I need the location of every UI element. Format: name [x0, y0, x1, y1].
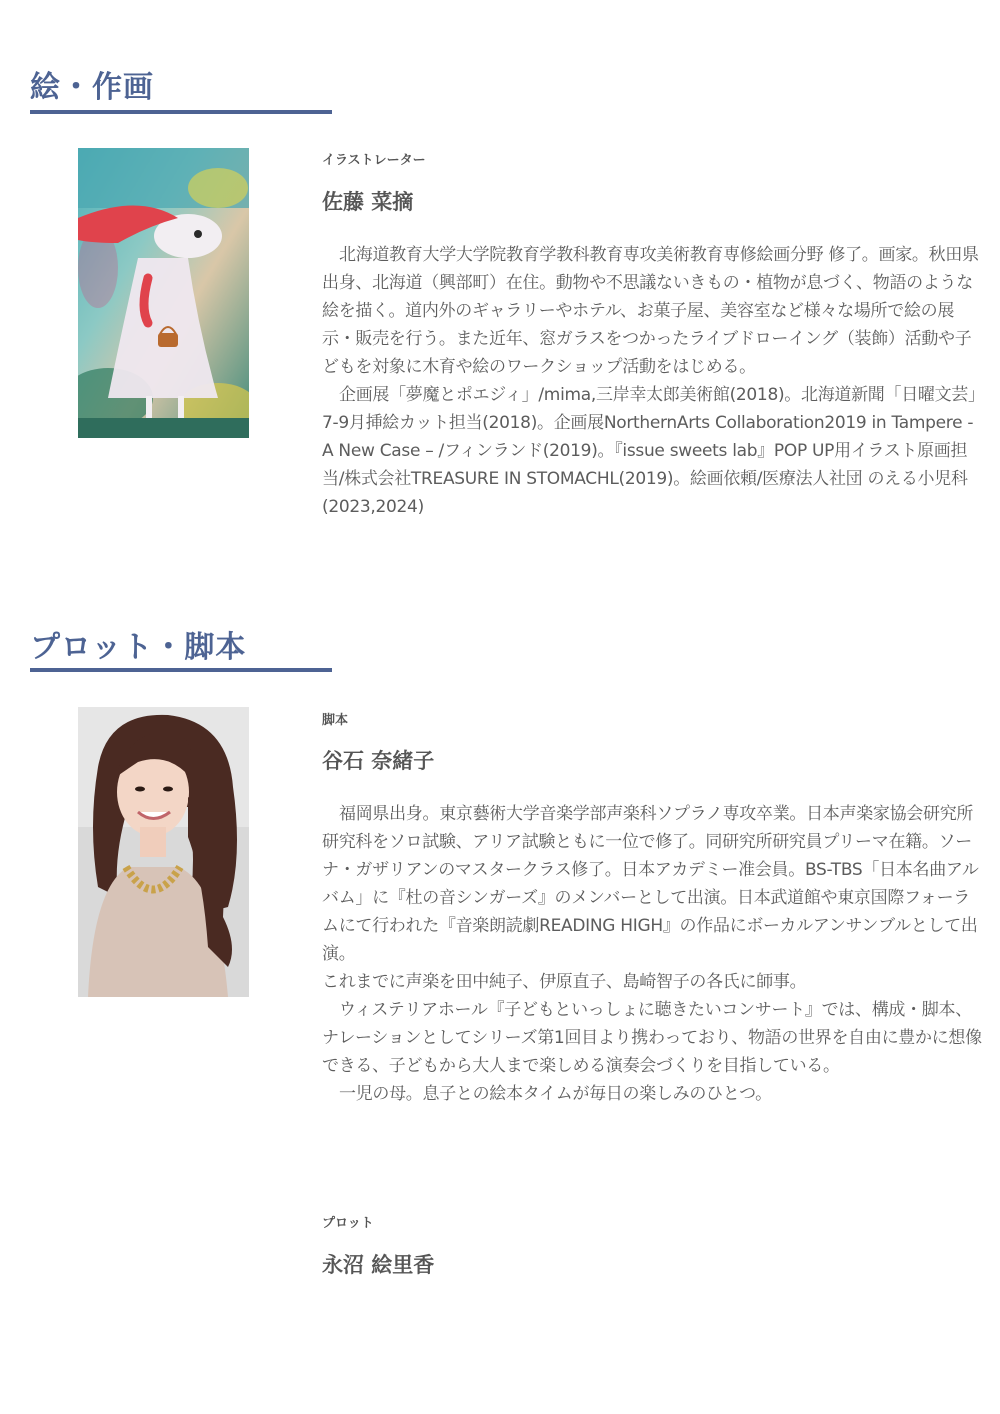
bio-paragraph: 一児の母。息子との絵本タイムが毎日の楽しみのひとつ。: [339, 1084, 772, 1104]
person-bio: [322, 800, 982, 1108]
bio-paragraph: これまでに声楽を田中純子、伊原直子、島崎智子の各氏に師事。: [322, 972, 807, 992]
section-divider: [30, 668, 332, 672]
person-name: 谷石 奈緒子: [322, 749, 435, 773]
person-name: 佐藤 菜摘: [322, 190, 414, 214]
person-role: 脚本: [322, 713, 349, 728]
person-name: 永沼 絵里香: [322, 1253, 435, 1277]
person-role: イラストレーター: [322, 153, 426, 168]
section-title-art: 絵・作画: [30, 70, 154, 105]
bio-paragraph: ウィステリアホール『子どもといっしょに聴きたいコンサート』では、構成・脚本、ナレーションとしてシリーズ第1回目より携わっており、物語の世界を自由に豊かに想像できる、子どもから大人まで楽しめる演奏会づくりを目指している。: [322, 1000, 982, 1076]
bio-paragraph: 北海道教育大学大学院教育学教科教育専攻美術教育専修絵画分野 修了。画家。秋田県出身、北海道（興部町）在住。動物や不思議ないきもの・植物が息づく、物語のような絵を描く。道内外のギャラリーやホテル、お菓子屋、美容室など様々な場所で絵の展示・販売を行う。また近年、窓ガラスをつかったライブドローイング（装飾）活動や子どもを対象に木育や絵のワークショップ活動をはじめる。: [322, 245, 979, 377]
bio-paragraph: 企画展「夢魔とポエジィ」/mima,三岸幸太郎美術館(2018)。北海道新聞「日曜文芸」7-9月挿絵カット担当(2018)。企画展NorthernArts Collaboration2019 in Tampere -A New Case – /フィンランド(2019)。『issue sweets lab』POP UP用イラスト原画担当/株式会社TREASURE IN STOMACHL(2019)。絵画依頼/医療法人社団 のえる小児科(2023,2024): [322, 385, 977, 517]
person-bio: [322, 241, 982, 521]
illustration-artwork: [78, 148, 249, 438]
section-title-plot-script: プロット・脚本: [30, 630, 247, 665]
bio-paragraph: 福岡県出身。東京藝術大学音楽学部声楽科ソプラノ専攻卒業。日本声楽家協会研究所研究科をソロ試験、アリア試験ともに一位で修了。同研究所研究員プリーマ在籍。ソーナ・ガザリアンのマスタークラス修了。日本アカデミー准会員。BS-TBS「日本名曲アルバム」に『杜の音シンガーズ』のメンバーとして出演。日本武道館や東京国際フォーラムにて行われた『音楽朗読劇READING HIGH』の作品にボーカルアンサンブルとして出演。: [322, 804, 979, 964]
portrait-photo: [78, 707, 249, 997]
person-role: プロット: [322, 1216, 374, 1231]
section-divider: [30, 110, 332, 114]
